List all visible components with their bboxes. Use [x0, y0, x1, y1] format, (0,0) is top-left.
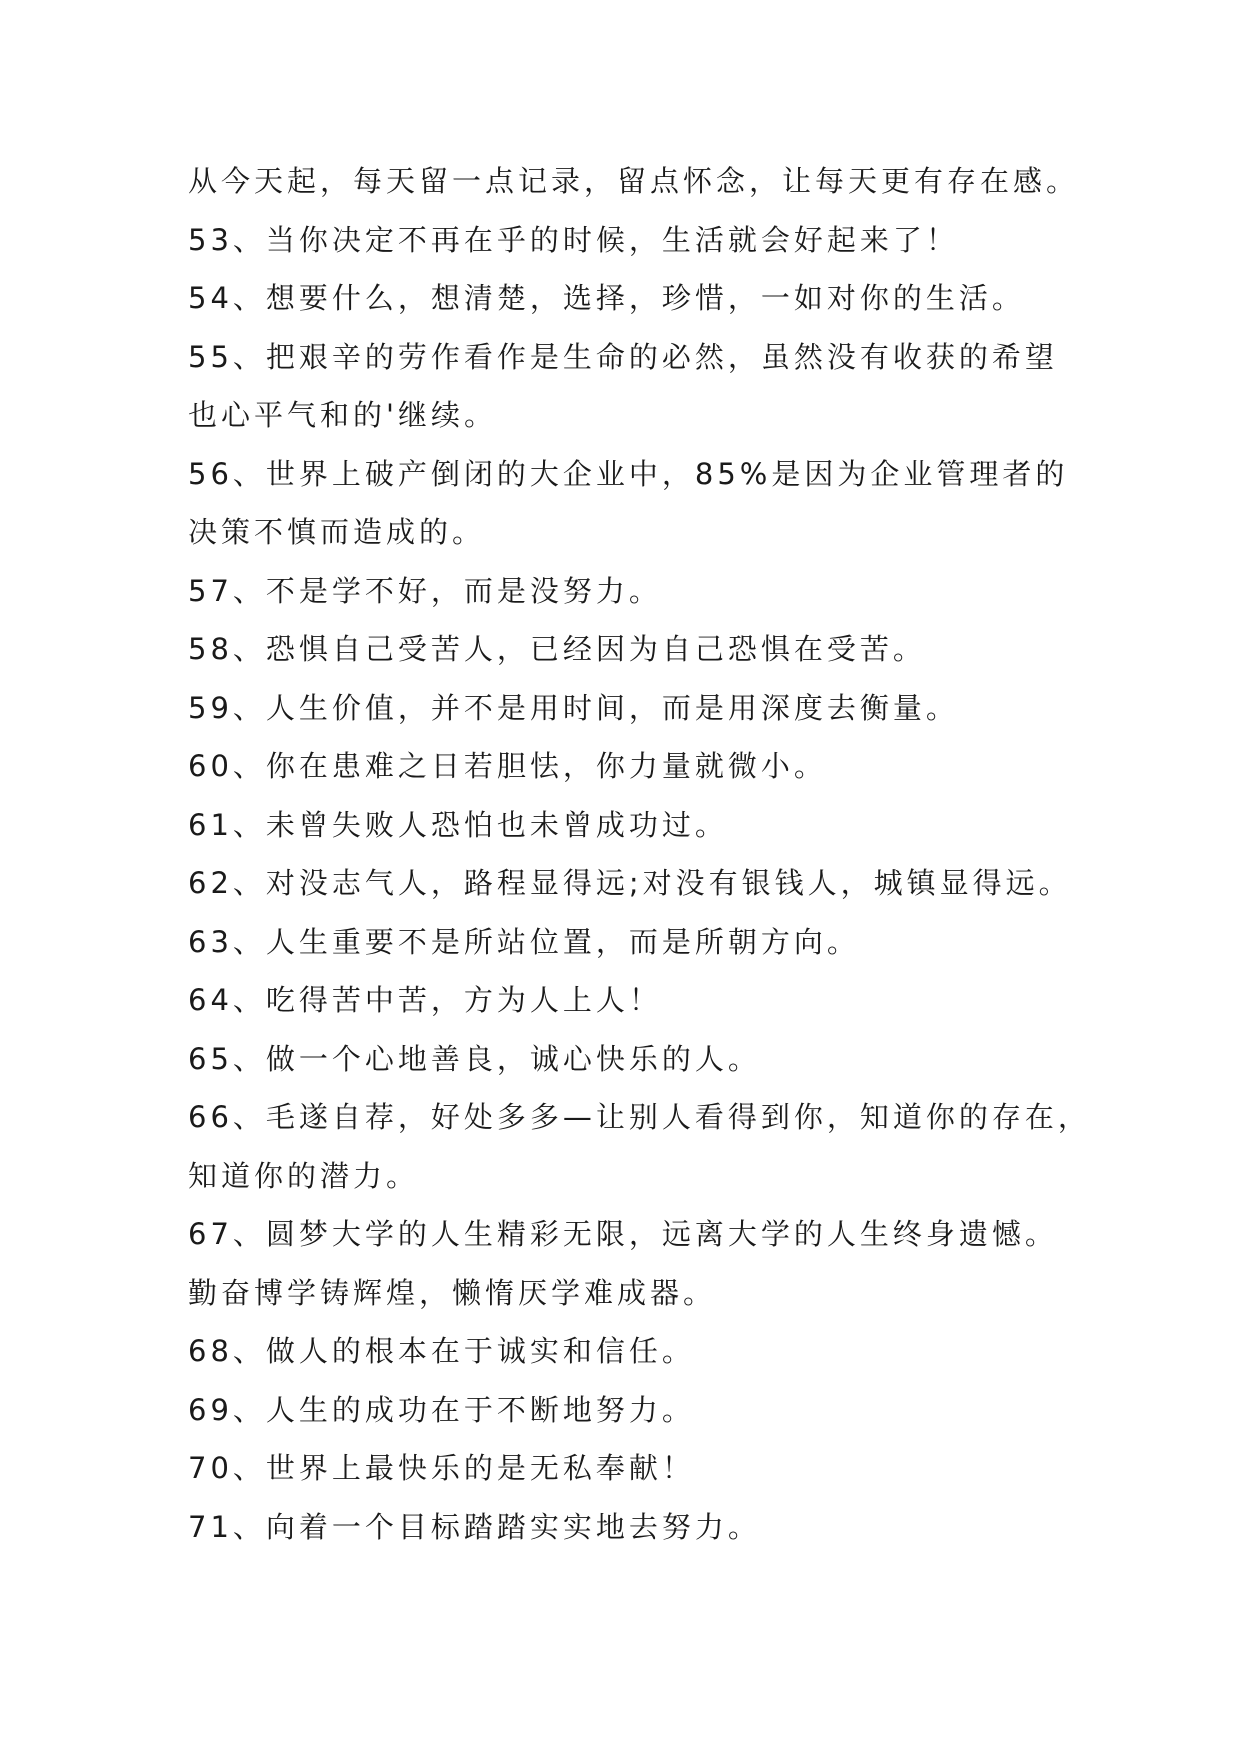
text-line: 62、对没志气人，路程显得远;对没有银钱人，城镇显得远。	[188, 866, 1072, 900]
text-line: 63、人生重要不是所站位置，而是所朝方向。	[188, 924, 860, 959]
text-line: 71、向着一个目标踏踏实实地去努力。	[188, 1509, 761, 1544]
text-line: 60、你在患难之日若胆怯，你力量就微小。	[188, 749, 827, 783]
text-line: 69、人生的成功在于不断地努力。	[188, 1392, 695, 1427]
text-line: 64、吃得苦中苦，方为人上人！	[188, 983, 662, 1017]
text-line: 从今天起，每天留一点记录，留点怀念，让每天更有存在感。	[188, 164, 1080, 198]
text-line: 知道你的潜力。	[188, 1158, 420, 1193]
text-line: 68、做人的根本在于诚实和信任。	[188, 1334, 695, 1368]
text-line: 61、未曾失败人恐怕也未曾成功过。	[188, 807, 728, 842]
text-line: 勤奋博学铸辉煌，懒惰厌学难成器。	[188, 1275, 717, 1310]
text-line: 70、世界上最快乐的是无私奉献！	[188, 1451, 695, 1485]
document-body	[188, 152, 1091, 1556]
text-line: 56、世界上破产倒闭的大企业中，85%是因为企业管理者的	[188, 456, 1069, 491]
text-line: 65、做一个心地善良，诚心快乐的人。	[188, 1041, 761, 1076]
text-line: 57、不是学不好，而是没努力。	[188, 573, 662, 608]
text-line: 55、把艰辛的劳作看作是生命的必然，虽然没有收获的希望	[188, 339, 1058, 374]
text-line: 59、人生价值，并不是用时间，而是用深度去衡量。	[188, 690, 959, 725]
text-line: 53、当你决定不再在乎的时候，生活就会好起来了！	[188, 222, 959, 257]
text-line: 决策不慎而造成的。	[188, 515, 486, 549]
text-line: 54、想要什么，想清楚，选择，珍惜，一如对你的生活。	[188, 281, 1025, 315]
text-line: 66、毛遂自荐，好处多多—让别人看得到你，知道你的存在，	[188, 1100, 1091, 1134]
text-line: 也心平气和的'继续。	[188, 398, 497, 432]
text-line: 67、圆梦大学的人生精彩无限，远离大学的人生终身遗憾。	[188, 1217, 1058, 1251]
text-line: 58、恐惧自己受苦人，已经因为自己恐惧在受苦。	[188, 632, 926, 666]
